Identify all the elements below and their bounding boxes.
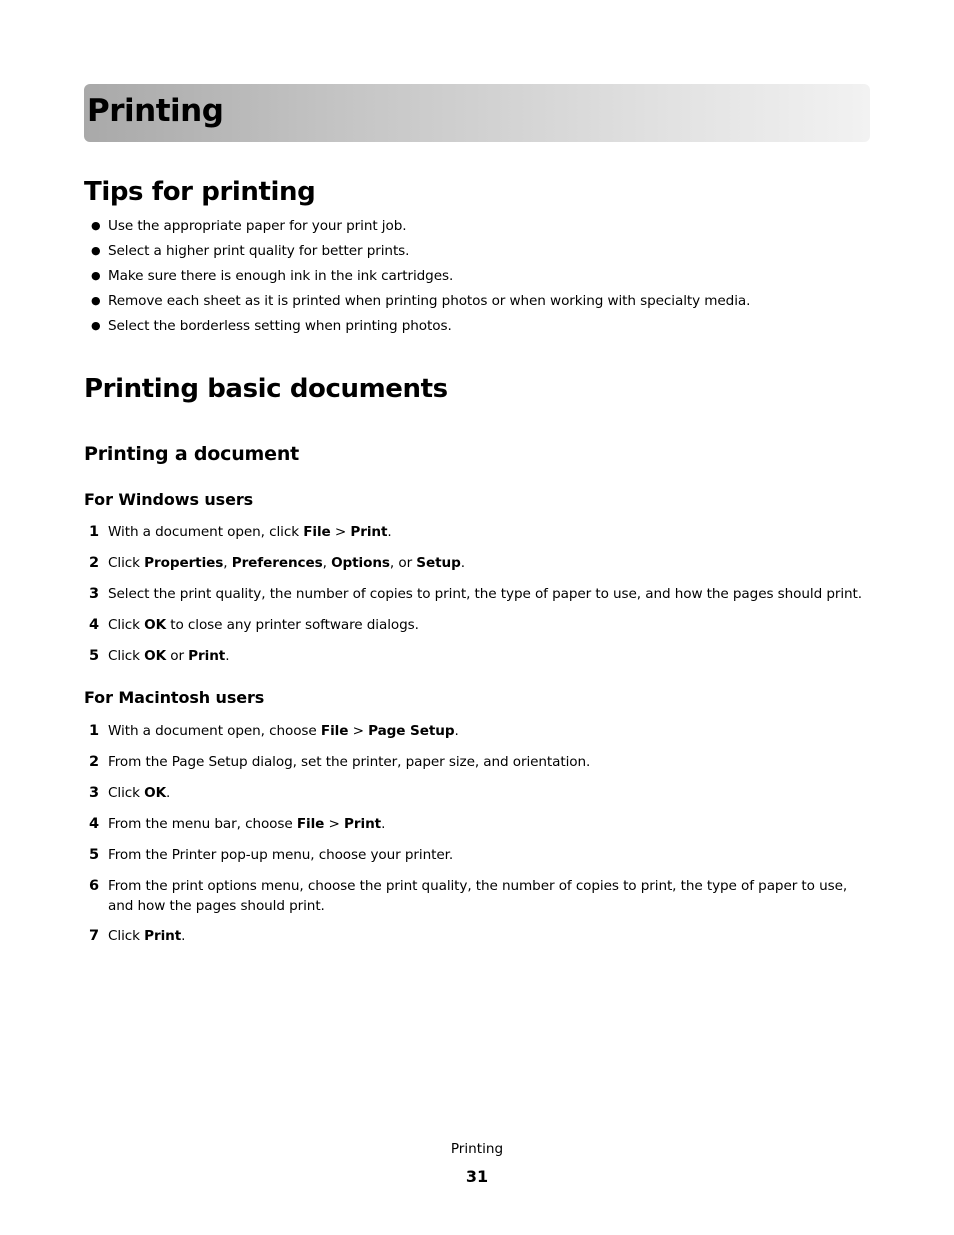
bullet-icon: ● [91, 244, 101, 257]
printing-document-heading: Printing a document [84, 443, 300, 465]
basic-documents-heading: Printing basic documents [84, 374, 448, 404]
step-text: From the print options menu, choose the print quality, the number of copies to print, the type of paper to use, and how the pages should print. [108, 878, 848, 914]
bullet-icon: ● [91, 294, 101, 307]
step-text: From the Printer pop-up menu, choose your printer. [108, 847, 454, 863]
list-item [84, 553, 884, 584]
windows-users-heading: For Windows users [84, 490, 254, 509]
list-item [84, 814, 884, 845]
step-number: 5 [89, 847, 99, 863]
tips-heading: Tips for printing [84, 177, 316, 207]
step-text: From the menu bar, choose File > Print. [108, 816, 386, 832]
list-item [84, 752, 884, 783]
step-text: Click OK. [108, 785, 171, 801]
list-item [84, 615, 884, 646]
step-number: 3 [89, 785, 99, 801]
step-number: 1 [89, 723, 99, 739]
step-text: Click Print. [108, 928, 186, 944]
step-text: Select the print quality, the number of copies to print, the type of paper to use, and how the pages should print. [108, 586, 862, 602]
list-item [84, 783, 884, 814]
list-item [84, 584, 884, 615]
step-text: With a document open, choose File > Page Setup. [108, 723, 459, 739]
list-item [84, 845, 884, 876]
step-number: 4 [89, 617, 99, 633]
bullet-icon: ● [91, 319, 101, 332]
step-text: Click OK or Print. [108, 648, 230, 664]
macintosh-users-heading: For Macintosh users [84, 688, 265, 707]
bullet-icon: ● [91, 269, 101, 282]
document-page: Printing Tips for printing ● Use the appropriate paper for your print job. ● Select a higher print quality for better prints. ● Make sure there is enough ink in the ink cartridges. ● Remove each sheet as it is printed when printing photos or when working with specialty media. ● Select the borderless setting when printing photos. Printing basic documents Printing a document For Windows users 1 With a document open, click File > Print. 2 Click Properties, Preferences, Options, or Setup. 3 Select the print quality, the number of copies to print, the type of paper to use, and how the pages should print. 4 Click OK to close any printer software dialogs. 5 Click OK or Print. For Macintosh users 1 With a document open, choose File > Page Setup. 2 From the Page Setup dialog, set the printer, paper size, and orientation. 3 Click OK. 4 From the menu bar, choose File > Print. 5 From the Printer pop-up menu, choose your printer. 6 From the print options menu, choose the print quality, the number of copies to print, the type of paper to use, and how the pages should print. 7 Click Print. Printing 31 [0, 0, 954, 1235]
page-number: 31 [465, 1167, 489, 1186]
list-item [84, 876, 884, 926]
chapter-title: Printing [87, 93, 224, 129]
list-item [84, 522, 884, 553]
windows-steps [84, 522, 884, 677]
list-item [84, 721, 884, 752]
step-number: 5 [89, 648, 99, 664]
step-number: 7 [89, 928, 99, 944]
step-text: With a document open, click File > Print. [108, 524, 392, 540]
step-text: Click OK to close any printer software dialogs. [108, 617, 419, 633]
step-number: 2 [89, 555, 99, 571]
list-item [84, 646, 884, 677]
chapter-banner [84, 84, 870, 142]
step-number: 1 [89, 524, 99, 540]
step-text: Click Properties, Preferences, Options, or Setup. [108, 555, 465, 571]
step-number: 3 [89, 586, 99, 602]
step-number: 2 [89, 754, 99, 770]
step-number: 6 [89, 878, 99, 894]
footer-section-label: Printing [450, 1141, 504, 1157]
step-text: From the Page Setup dialog, set the printer, paper size, and orientation. [108, 754, 591, 770]
bullet-icon: ● [91, 219, 101, 232]
macintosh-steps [84, 721, 884, 957]
step-number: 4 [89, 816, 99, 832]
list-item [84, 926, 884, 957]
